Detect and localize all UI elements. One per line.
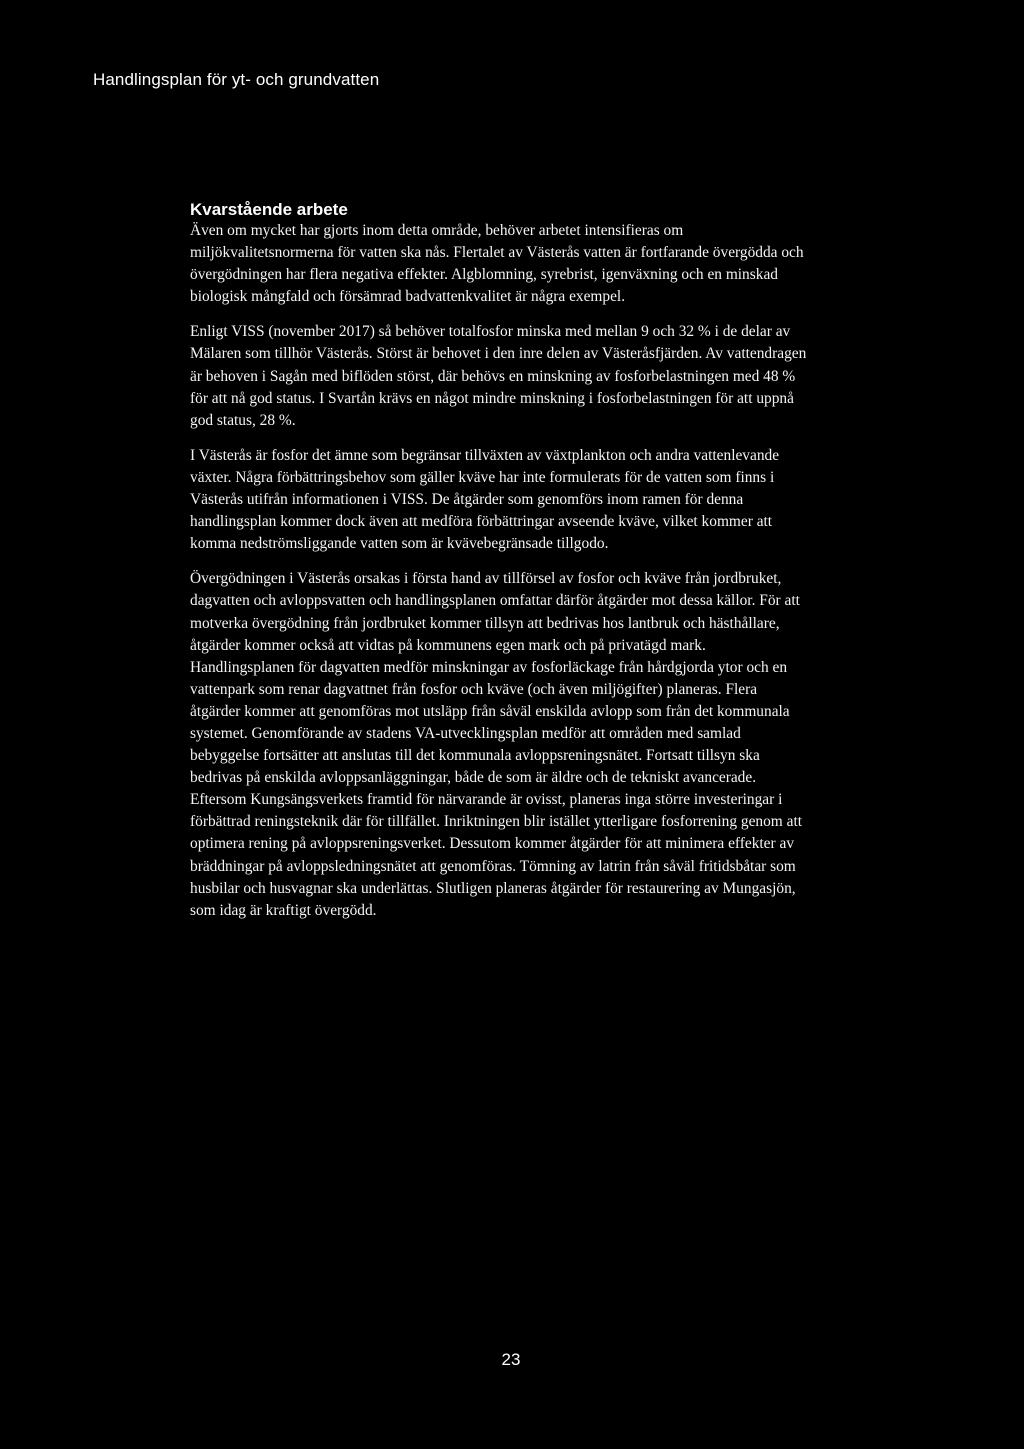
paragraph-atgarder: Övergödningen i Västerås orsakas i första hand av tillförsel av fosfor och kväve från jordbruket, dagvatten och avloppsvatten och handlingsplanen omfattar därför åtgärder mot dessa källor. För att motverka övergödning från jordbruket kommer tillsyn att bedrivas hos lantbruk och hästhållare, åtgärder kommer också att vidtas på kommunens egen mark och på privatägd mark. Handlingsplanen för dagvatten medför minskningar av fosforläckage från hårdgjorda ytor och en vattenpark som renar dagvattnet från fosfor och kväve (och även miljögifter) planeras. Flera åtgärder kommer att genomföras mot utsläpp från såväl enskilda avlopp som från det kommunala systemet. Genomförande av stadens VA-utvecklingsplan medför att områden med samlad bebyggelse fortsätter att anslutas till det kommunala avloppsreningsnätet. Fortsatt tillsyn ska bedrivas på enskilda avloppsanläggningar, både de som är äldre och de tekniskt avancerade. Eftersom Kungsängsverkets framtid för närvarande är ovisst, planeras inga större investeringar i förbättrad reningsteknik där för tillfället. Inriktningen blir istället ytterligare fosforrening genom att optimera rening på avloppsreningsverket. Dessutom kommer åtgärder för att minimera effekter av bräddningar på avloppsledningsnätet att genomföras. Tömning av latrin från såväl fritidsbåtar som husbilar och husvagnar ska underlättas. Slutligen planeras åtgärder för restaurering av Mungasjön, som idag är kraftigt övergödd. xyxy=(190,570,803,919)
page-number: 23 xyxy=(501,1350,521,1369)
paragraph-fosfor-kvave: I Västerås är fosfor det ämne som begränsar tillväxten av växtplankton och andra vattenlevande växter. Några förbättringsbehov som gäller kväve har inte formulerats för de vatten som finns i Västerås utifrån informationen i VISS. De åtgärder som genomförs inom ramen för denna handlingsplan kommer dock även att medföra förbättringar avseende kväve, vilket kommer att komma nedströmsliggande vatten som är kvävebegränsade tillgodo. xyxy=(190,446,780,553)
running-header: Handlingsplan för yt- och grundvatten xyxy=(93,70,380,89)
section-kvarstaende-arbete xyxy=(190,200,810,935)
paragraph-intro: Även om mycket har gjorts inom detta område, behöver arbetet intensifieras om miljökvalitetsnormerna för vatten ska nås. Flertalet av Västerås vatten är fortfarande övergödda och övergödningen har flera negativa effekter. Algblomning, syrebrist, igenväxning och en minskad biologisk mångfald och försämrad badvattenkvalitet är några exempel. xyxy=(190,222,804,306)
section-heading: Kvarstående arbete xyxy=(190,200,348,219)
paragraph-viss: Enligt VISS (november 2017) så behöver totalfosfor minska med mellan 9 och 32 % i de delar av Mälaren som tillhör Västerås. Störst är behovet i den inre delen av Västeråsfjärden. Av vattendragen är behoven i Sagån med biflöden störst, där behövs en minskning av fosforbelastningen med 48 % för att nå god status. I Svartån krävs en något mindre minskning i fosforbelastningen för att uppnå god status, 28 %. xyxy=(190,323,807,429)
